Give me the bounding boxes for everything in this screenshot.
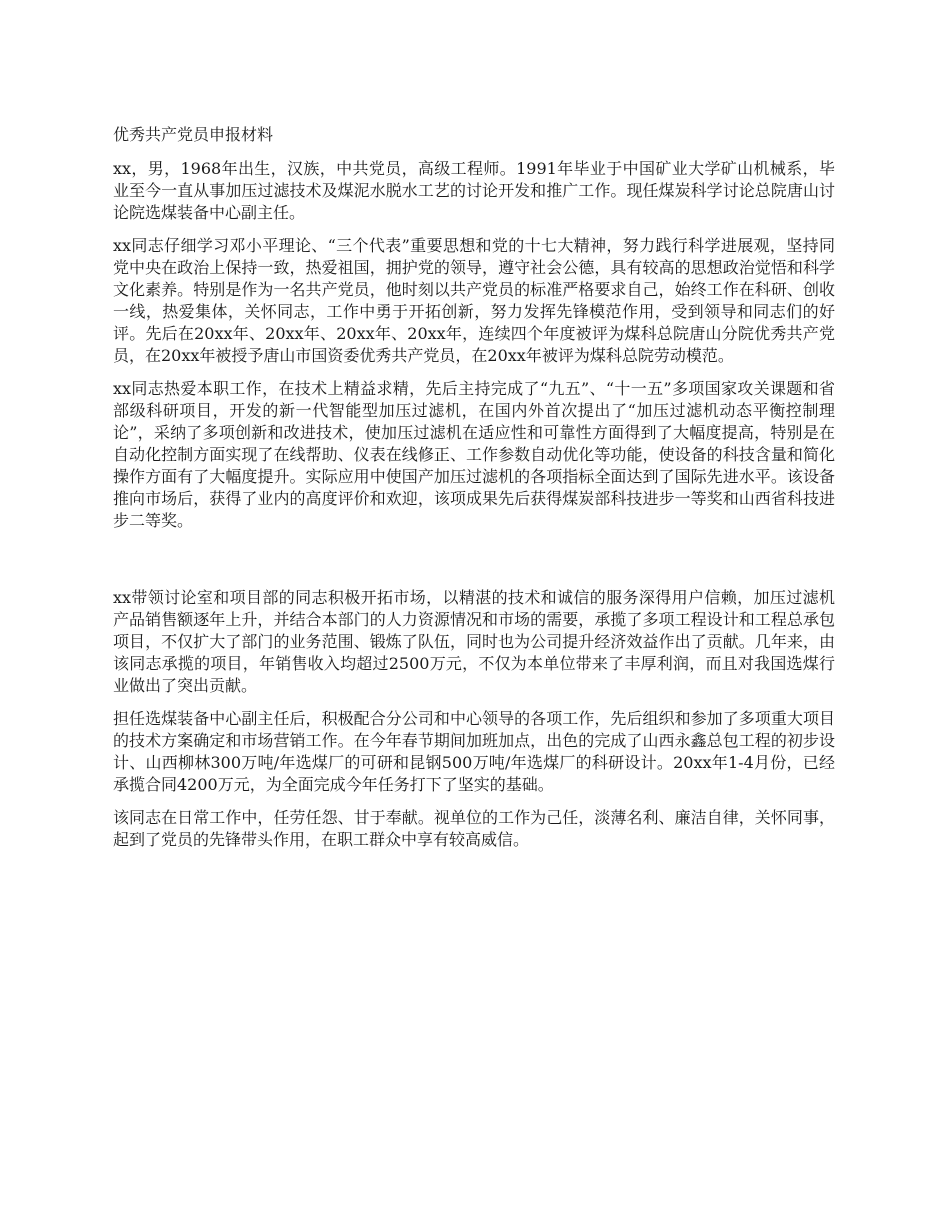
paragraph-intro: xx，男，1968年出生，汉族，中共党员，高级工程师。1991年毕业于中国矿业大学矿山机械系，毕业至今一直从事加压过滤技术及煤泥水脱水工艺的讨论开发和推广工作。现任煤炭科学讨论总院唐山讨论院选煤装备中心副主任。 (113, 159, 835, 222)
paragraph-conduct: 该同志在日常工作中，任劳任怨、甘于奉献。视单位的工作为己任，淡薄名利、廉洁自律，关怀同事，起到了党员的先锋带头作用，在职工群众中享有较高威信。 (113, 808, 835, 849)
paragraph-political: xx同志仔细学习邓小平理论、“三个代表”重要思想和党的十七大精神，努力践行科学进展观，坚持同党中央在政治上保持一致，热爱祖国，拥护党的领导，遵守社会公德，具有较高的思想政治觉悟和科学文化素养。特别是作为一名共产党员，他时刻以共产党员的标准严格要求自己，始终工作在科研、创收一线，热爱集体，关怀同志，工作中勇于开拓创新，努力发挥先锋模范作用，受到领导和同志们的好评。先后在20xx年、20xx年、20xx年、20xx年，连续四个年度被评为煤科总院唐山分院优秀共产党员，在20xx年被授予唐山市国资委优秀共产党员，在20xx年被评为煤科总院劳动模范。 (113, 236, 835, 365)
paragraph-management: 担任选煤装备中心副主任后，积极配合分公司和中心领导的各项工作，先后组织和参加了多项重大项目的技术方案确定和市场营销工作。在今年春节期间加班加点，出色的完成了山西永鑫总包工程的初步设计、山西柳林300万吨/年选煤厂的可研和昆钢500万吨/年选煤厂的科研设计。20xx年1-4月份，已经承揽合同4200万元，为全面完成今年任务打下了坚实的基础。 (113, 709, 835, 794)
paragraph-technical: xx同志热爱本职工作，在技术上精益求精，先后主持完成了“九五”、“十一五”多项国家攻关课题和省部级科研项目，开发的新一代智能型加压过滤机，在国内外首次提出了“加压过滤机动态平衡控制理论”，采纳了多项创新和改进技术，使加压过滤机在适应性和可靠性方面得到了大幅度提高，特别是在自动化控制方面实现了在线帮助、仪表在线修正、工作参数自动优化等功能，使设备的科技含量和简化操作方面有了大幅度提升。实际应用中使国产加压过滤机的各项指标全面达到了国际先进水平。该设备推向市场后，获得了业内的高度评价和欢迎，该项成果先后获得煤炭部科技进步一等奖和山西省科技进步二等奖。 (113, 379, 835, 530)
document-title: 优秀共产党员申报材料 (113, 125, 274, 144)
paragraph-market: xx带领讨论室和项目部的同志积极开拓市场，以精湛的技术和诚信的服务深得用户信赖，加压过滤机产品销售额逐年上升，并结合本部门的人力资源情况和市场的需要，承揽了多项工程设计和工程总承包项目，不仅扩大了部门的业务范围、锻炼了队伍，同时也为公司提升经济效益作出了贡献。几年来，由该同志承揽的项目，年销售收入均超过2500万元，不仅为本单位带来了丰厚利润，而且对我国选煤行业做出了突出贡献。 (113, 588, 835, 695)
paragraph-spacer (113, 543, 835, 587)
document-body (113, 124, 835, 862)
